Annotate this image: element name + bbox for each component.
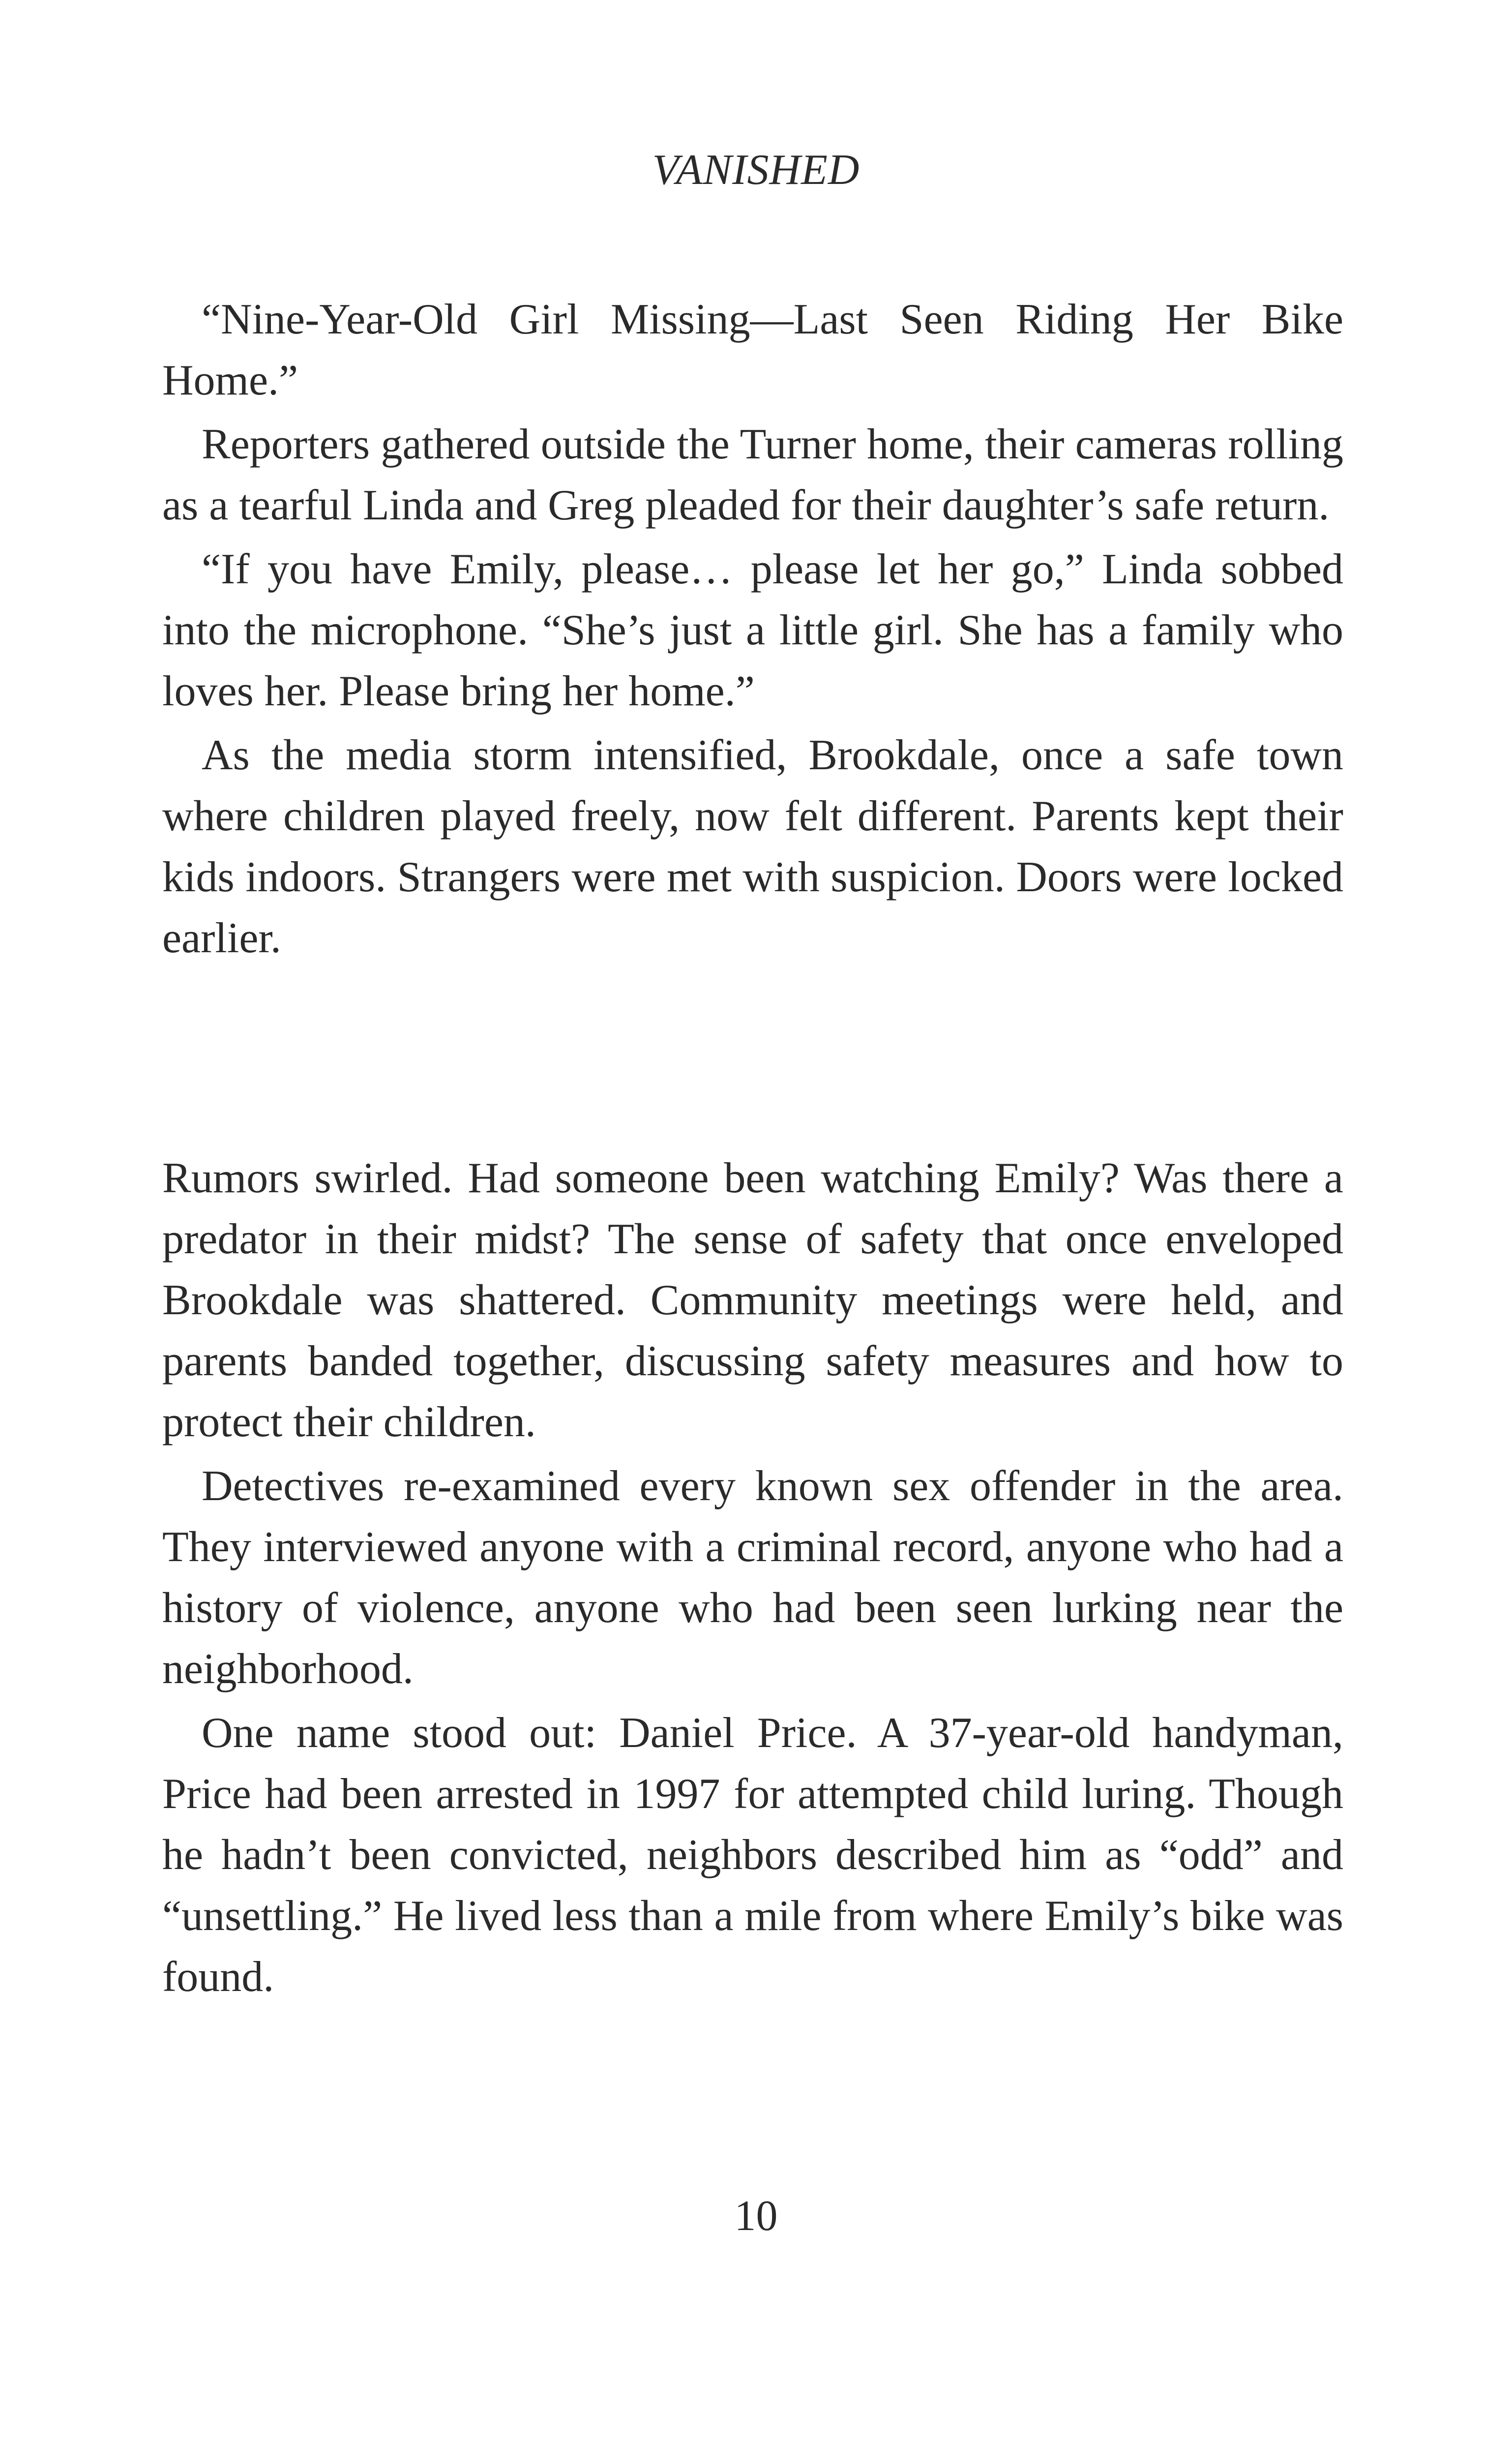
paragraph: Detectives re-examined every known sex offender in the area. They interviewed anyone with a criminal record, anyone who had a history of violence, anyone who had been seen lurking near the neighborhood. [162, 1462, 1343, 1693]
paragraph: As the media storm intensified, Brookdale, once a safe town where children played freely, now felt different. Parents kept their kids indoors. Strangers were met with suspicion. Doors were locked earlier. [162, 731, 1343, 962]
paragraph: Rumors swirled. Had someone been watching Emily? Was there a predator in their midst? The sense of safety that once enveloped Brookdale was shattered. Community meetings were held, and parents banded together, discussing safety measures and how to protect their children. [162, 1154, 1343, 1446]
paragraph: “Nine-Year-Old Girl Missing—Last Seen Riding Her Bike Home.” [162, 296, 1343, 404]
paragraph: Reporters gathered outside the Turner home, their cameras rolling as a tearful Linda and Greg pleaded for their daughter’s safe return. [162, 421, 1343, 529]
paragraph: “If you have Emily, please… please let her go,” Linda sobbed into the microphone. “She’s just a little girl. She has a family who loves her. Please bring her home.” [162, 545, 1343, 715]
running-head: VANISHED [652, 146, 860, 194]
paragraph: One name stood out: Daniel Price. A 37-year-old handyman, Price had been arrested in 1997 for attempted child luring. Though he hadn’t been convicted, neighbors described him as “odd” and “unsettling.” He lived less than a mile from where Emily’s bike was found. [162, 1709, 1343, 2001]
text-section-2 [162, 1148, 1343, 2011]
page-number: 10 [734, 2192, 778, 2240]
text-section-1 [162, 289, 1343, 972]
